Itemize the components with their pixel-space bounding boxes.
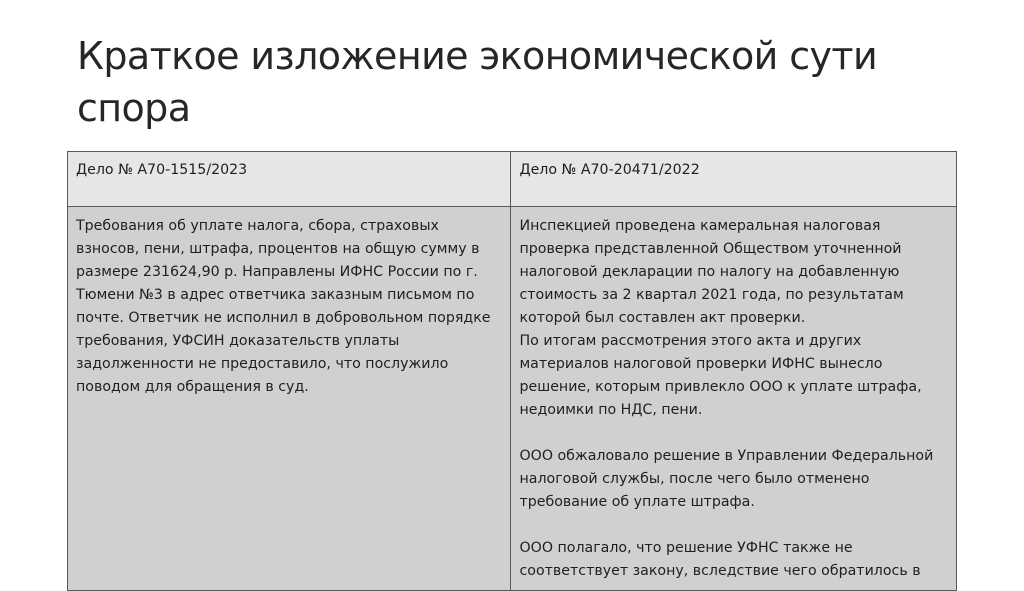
case-2-paragraph-1: Инспекцией проведена камеральная налоговая проверка представленной Обществом уточненной налоговой декларации по налогу на добавленную стоимость за 2 квартал 2021 года, по результатам которой был составлен акт проверки. (519, 218, 904, 326)
slide-title: Краткое изложение экономической сути спора (77, 34, 878, 130)
table-header-row (68, 152, 957, 207)
case-2-paragraph-3: ООО обжаловало решение в Управлении Федеральной налоговой службы, после чего было отменено требование об уплате штрафа. (519, 448, 934, 510)
body-cell-case-2 (511, 207, 957, 591)
case-comparison-table (67, 151, 957, 591)
header-cell-case-2: Дело № А70-20471/2022 (511, 152, 957, 207)
case-2-paragraph-2: По итогам рассмотрения этого акта и других материалов налоговой проверки ИФНС вынесло решение, которым привлекло ООО к уплате штрафа, недоимки по НДС, пени. (519, 333, 922, 418)
table-body-row (68, 207, 957, 591)
case-1-description: Требования об уплате налога, сбора, страховых взносов, пени, штрафа, процентов на общую сумму в размере 231624,90 р. Направлены ИФНС России по г. Тюмени №3 в адрес ответчика заказным письмом по почте. Ответчик не исполнил в добровольном порядке требования, УФСИН доказательств уплаты задолженности не предоставило, что послужило поводом для обращения в суд. (76, 218, 491, 395)
header-cell-case-1: Дело № А70-1515/2023 (68, 152, 511, 207)
case-2-paragraph-4: ООО полагало, что решение УФНС также не соответствует закону, вследствие чего обратилось в (519, 540, 921, 579)
body-cell-case-1 (68, 207, 511, 591)
